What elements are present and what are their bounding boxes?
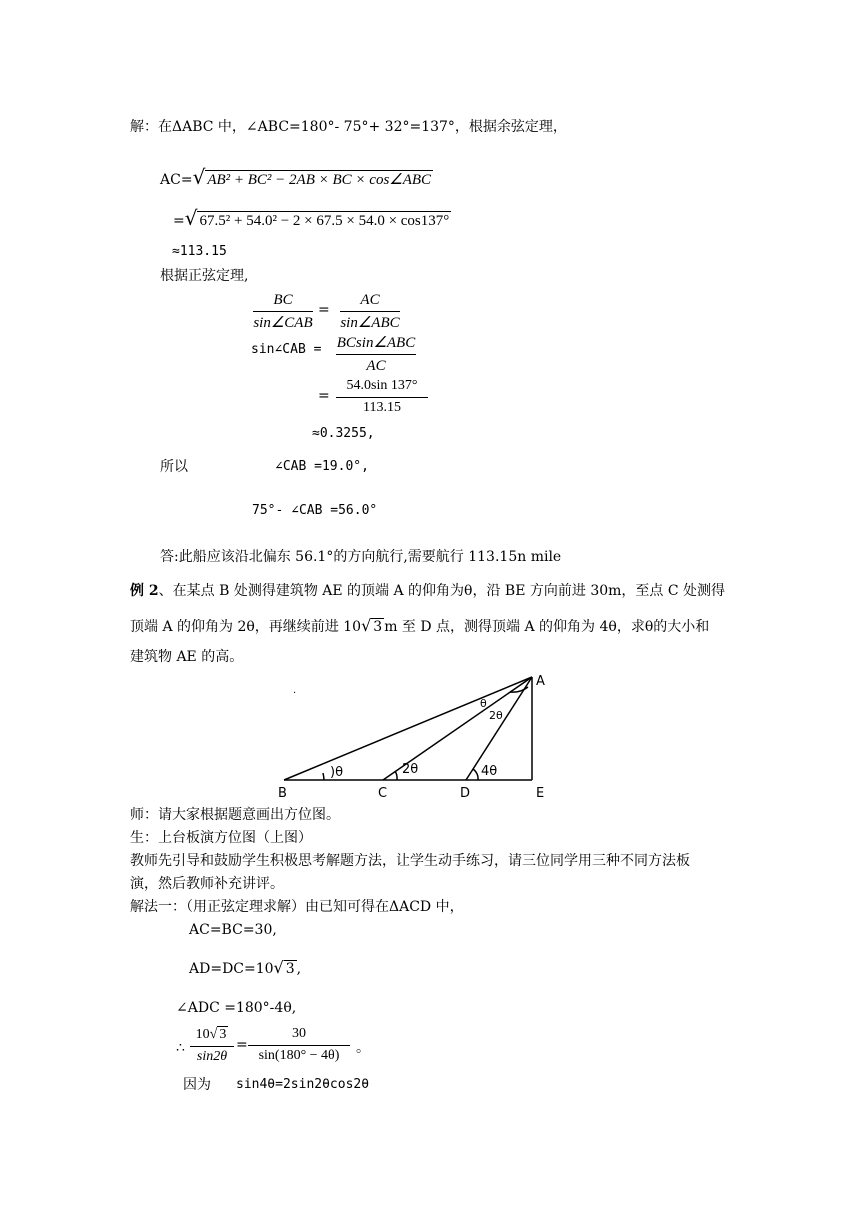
method1-title: 解法一：（用正弦定理求解）由已知可得在ΔACD 中， — [130, 899, 464, 915]
ac-numeric-expr: 67.5² + 54.0² − 2 × 67.5 × 54.0 × cos137° — [199, 213, 450, 229]
sine-law-intro: 根据正弦定理, — [160, 268, 249, 284]
fraction-bcsin-ac — [336, 334, 416, 375]
adc-line: ∠ADC =180°-4θ, — [176, 1000, 297, 1016]
fraction-30 — [248, 1026, 350, 1065]
fraction-bc-sin-cab — [253, 291, 313, 332]
point-b-label: B — [278, 786, 287, 801]
ac-bc-line: AC=BC=30, — [189, 922, 277, 938]
frac4-den: 113.15 — [363, 399, 401, 415]
point-a-label: A — [536, 674, 545, 689]
ac-formula: AC=√ AB² + BC² − 2AB × BC × cos∠ABC — [160, 165, 432, 189]
point-c-label: C — [378, 786, 388, 801]
f-num1-sqrt: 3 — [219, 1027, 227, 1042]
diff-line: 75°- ∠CAB =56.0° — [252, 503, 378, 518]
line-da — [466, 677, 532, 780]
f-num1-prefix: 10 — [195, 1027, 210, 1042]
therefore-symbol: ∴ — [176, 1040, 185, 1056]
example2-text-1: 、在某点 B 处测得建筑物 AE 的顶端 A 的仰角为θ，沿 BE 方向前进 30m，至点 C 处测得 — [158, 583, 726, 599]
approx-2: ≈0.3255, — [312, 426, 375, 441]
example2-line-3: 建筑物 AE 的高。 — [130, 649, 244, 665]
frac2-num: AC — [360, 292, 380, 308]
approx-1: ≈113.15 — [172, 244, 227, 259]
frac1-num: BC — [273, 292, 293, 308]
guide-line-2: 演，然后教师补充讲评。 — [130, 876, 284, 892]
teacher-line: 师：请大家根据题意画出方位图。 — [130, 807, 340, 823]
ac-prefix: AC= — [160, 172, 193, 188]
frac4-num: 54.0sin 137° — [346, 378, 418, 393]
stray-dot: . — [293, 685, 297, 696]
point-d-label: D — [460, 786, 471, 801]
answer-line: 答:此船应该沿北偏东 56.1°的方向航行,需要航行 113.15n mile — [160, 549, 562, 565]
angle-arc-c — [395, 771, 397, 780]
equals-1: = — [318, 302, 330, 318]
example2-sqrt: 3 — [373, 619, 383, 635]
ad-dc-prefix: AD=DC=10 — [189, 961, 274, 977]
example2-line-2: 顶端 A 的仰角为 2θ，再继续前进 10√ 3 m 至 D 点，测得顶端 A 的仰角为 4θ，求θ的大小和 — [130, 616, 710, 635]
fraction-ac-sin-abc — [340, 291, 400, 332]
angle-theta-a: θ — [480, 697, 487, 710]
angle-4theta-d: 4θ — [481, 764, 498, 779]
identity-line: sin4θ=2sin2θcos2θ — [236, 1077, 370, 1092]
example2-text-2b: m 至 D 点，测得顶端 A 的仰角为 4θ，求θ的大小和 — [384, 619, 710, 635]
cab-value: ∠CAB =19.0°, — [275, 459, 369, 474]
fraction-10sqrt3 — [190, 1026, 234, 1066]
equals-2: = — [318, 388, 330, 404]
ad-dc-suffix: , — [296, 961, 302, 977]
angle-2theta-a: 2θ — [489, 709, 503, 722]
point-e-label: E — [536, 786, 545, 801]
frac2-den: sin∠ABC — [340, 315, 400, 331]
ac-numeric: =√ 67.5² + 54.0² − 2 × 67.5 × 54.0 × cos137° — [173, 206, 450, 230]
sin-cab-label: sin∠CAB = — [251, 342, 322, 357]
angle-arc-d — [473, 769, 478, 780]
f-num2: 30 — [292, 1026, 306, 1041]
solution-line-1: 解：在ΔABC 中，∠ABC=180°- 75°+ 32°=137°，根据余弦定理， — [130, 119, 567, 135]
example2-text-2a: 顶端 A 的仰角为 2θ，再继续前进 10 — [130, 619, 362, 635]
ad-dc-line: AD=DC=10√ 3 , — [189, 958, 302, 977]
f-num1: 10√ 3 — [195, 1027, 227, 1042]
f-den1: sin2θ — [196, 1048, 228, 1064]
angle-arc-b — [323, 773, 324, 780]
frac3-num: BCsin∠ABC — [336, 335, 416, 351]
so-label: 所以 — [160, 459, 188, 475]
f-den2: sin(180° − 4θ) — [258, 1047, 340, 1063]
f-equals: = — [236, 1037, 248, 1053]
eq-prefix: = — [173, 213, 185, 229]
triangle-figure — [270, 665, 560, 805]
ad-dc-sqrt: 3 — [285, 961, 295, 977]
because-label: 因为 — [183, 1077, 211, 1093]
frac3-den: AC — [366, 358, 386, 374]
example2-line-1 — [130, 583, 725, 600]
student-line: 生：上台板演方位图（上图） — [130, 830, 312, 846]
example2-label: 例 2 — [130, 583, 159, 599]
frac1-den: sin∠CAB — [253, 315, 313, 331]
angle-theta-b: )θ — [330, 765, 344, 780]
ac-formula-expr: AB² + BC² − 2AB × BC × cos∠ABC — [207, 172, 432, 188]
fraction-numeric — [336, 378, 428, 417]
angle-2theta-c: 2θ — [402, 762, 419, 777]
f-end: 。 — [356, 1040, 370, 1056]
guide-line-1: 教师先引导和鼓励学生积极思考解题方法，让学生动手练习，请三位同学用三种不同方法板 — [130, 853, 690, 869]
